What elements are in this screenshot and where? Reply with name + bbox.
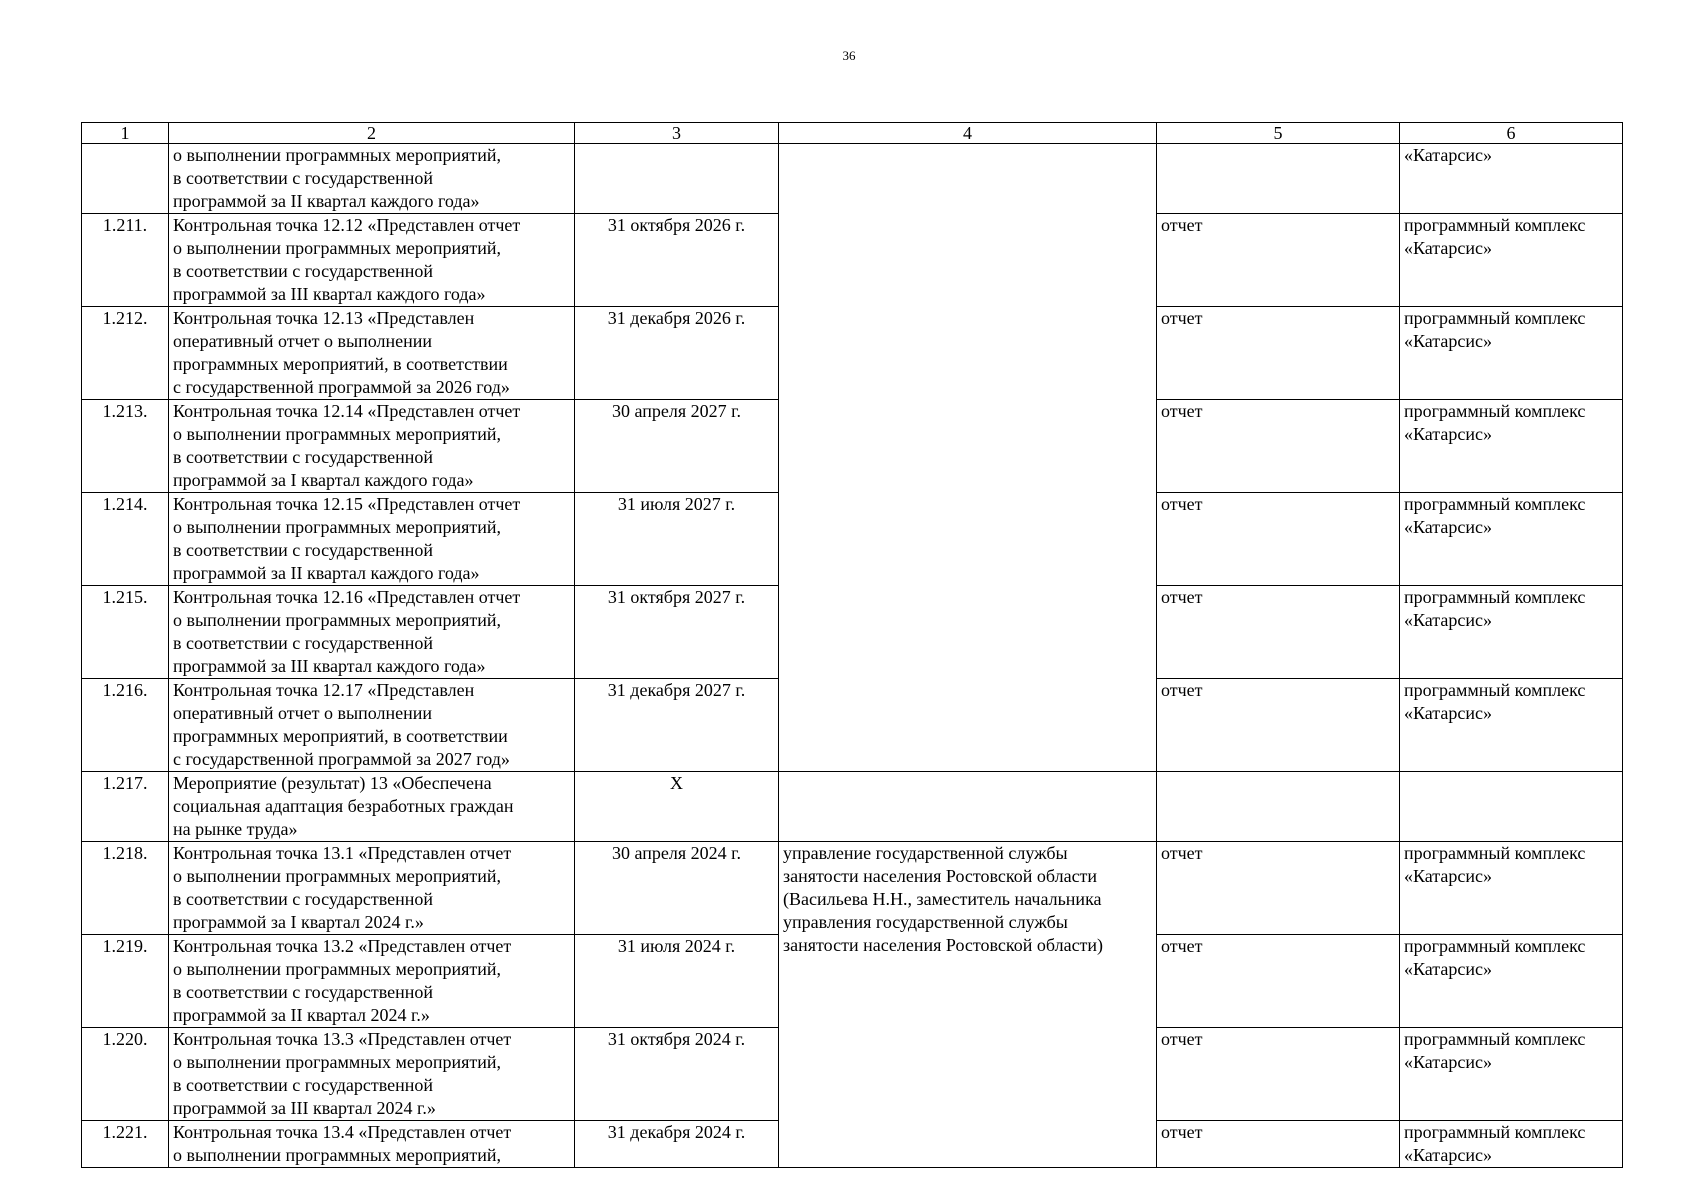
document-cell: программный комплекс «Катарсис» [1400,586,1623,679]
row-number-cell: 1.215. [82,586,169,679]
document-cell: программный комплекс «Катарсис» [1400,400,1623,493]
type-cell: отчет [1157,400,1400,493]
date-cell: 31 декабря 2024 г. [575,1121,779,1168]
row-number-cell: 1.217. [82,772,169,842]
type-cell: отчет [1157,214,1400,307]
description-cell: о выполнении программных мероприятий, в соответствии с государственной программой за II квартал каждого года» [169,144,575,214]
description-cell: Контрольная точка 12.17 «Представлен оперативный отчет о выполнении программных мероприятий, в соответствии с государственной программой за 2027 год» [169,679,575,772]
responsible-cell-empty [779,144,1157,772]
document-cell: «Катарсис» [1400,144,1623,214]
row-number-cell: 1.220. [82,1028,169,1121]
date-cell: 31 июля 2027 г. [575,493,779,586]
document-cell: программный комплекс «Катарсис» [1400,935,1623,1028]
row-number-cell: 1.221. [82,1121,169,1168]
date-cell: 31 октября 2026 г. [575,214,779,307]
date-cell: 31 июля 2024 г. [575,935,779,1028]
row-number-cell: 1.219. [82,935,169,1028]
column-header: 2 [169,123,575,144]
row-number-cell [82,144,169,214]
date-cell: 31 декабря 2026 г. [575,307,779,400]
description-cell: Контрольная точка 13.4 «Представлен отчет о выполнении программных мероприятий, [169,1121,575,1168]
document-cell: программный комплекс «Катарсис» [1400,1121,1623,1168]
description-cell: Контрольная точка 12.14 «Представлен отчет о выполнении программных мероприятий, в соответствии с государственной программой за I квартал каждого года» [169,400,575,493]
row-number-cell: 1.213. [82,400,169,493]
date-cell: 31 декабря 2027 г. [575,679,779,772]
row-number-cell: 1.214. [82,493,169,586]
description-cell: Контрольная точка 12.12 «Представлен отчет о выполнении программных мероприятий, в соответствии с государственной программой за III квартал каждого года» [169,214,575,307]
document-cell: программный комплекс «Катарсис» [1400,493,1623,586]
document-cell: программный комплекс «Катарсис» [1400,842,1623,935]
row-number-cell: 1.216. [82,679,169,772]
column-header: 4 [779,123,1157,144]
type-cell: отчет [1157,1028,1400,1121]
row-number-cell: 1.218. [82,842,169,935]
column-header: 3 [575,123,779,144]
type-cell [1157,772,1400,842]
description-cell: Контрольная точка 12.15 «Представлен отчет о выполнении программных мероприятий, в соответствии с государственной программой за II квартал каждого года» [169,493,575,586]
document-cell: программный комплекс «Катарсис» [1400,679,1623,772]
description-cell: Мероприятие (результат) 13 «Обеспечена социальная адаптация безработных граждан на рынке труда» [169,772,575,842]
type-cell: отчет [1157,935,1400,1028]
event-row [82,772,1623,842]
description-cell: Контрольная точка 12.16 «Представлен отчет о выполнении программных мероприятий, в соответствии с государственной программой за III квартал каждого года» [169,586,575,679]
type-cell [1157,144,1400,214]
type-cell: отчет [1157,586,1400,679]
plan-table [81,122,1623,1168]
date-cell [575,144,779,214]
date-cell: 30 апреля 2027 г. [575,400,779,493]
document-cell: программный комплекс «Катарсис» [1400,214,1623,307]
column-header: 5 [1157,123,1400,144]
type-cell: отчет [1157,307,1400,400]
row-number-cell: 1.212. [82,307,169,400]
row-number-cell: 1.211. [82,214,169,307]
document-cell [1400,772,1623,842]
type-cell: отчет [1157,1121,1400,1168]
table-row [82,842,1623,935]
type-cell: отчет [1157,493,1400,586]
date-cell: 31 октября 2024 г. [575,1028,779,1121]
description-cell: Контрольная точка 12.13 «Представлен оперативный отчет о выполнении программных мероприятий, в соответствии с государственной программой за 2026 год» [169,307,575,400]
document-cell: программный комплекс «Катарсис» [1400,1028,1623,1121]
page-number: 36 [842,48,856,63]
date-cell: 30 апреля 2024 г. [575,842,779,935]
date-cell: 31 октября 2027 г. [575,586,779,679]
column-number-row [82,123,1623,144]
column-header: 1 [82,123,169,144]
table-row [82,144,1623,214]
description-cell: Контрольная точка 13.2 «Представлен отчет о выполнении программных мероприятий, в соответствии с государственной программой за II квартал 2024 г.» [169,935,575,1028]
date-cell: Х [575,772,779,842]
document-cell: программный комплекс «Катарсис» [1400,307,1623,400]
column-header: 6 [1400,123,1623,144]
type-cell: отчет [1157,842,1400,935]
type-cell: отчет [1157,679,1400,772]
responsible-cell: управление государственной службы занятости населения Ростовской области (Васильева Н.Н., заместитель начальника управления государственной службы занятости населения Ростовской области) [779,842,1157,1168]
responsible-cell [779,772,1157,842]
description-cell: Контрольная точка 13.3 «Представлен отчет о выполнении программных мероприятий, в соответствии с государственной программой за III квартал 2024 г.» [169,1028,575,1121]
description-cell: Контрольная точка 13.1 «Представлен отчет о выполнении программных мероприятий, в соответствии с государственной программой за I квартал 2024 г.» [169,842,575,935]
